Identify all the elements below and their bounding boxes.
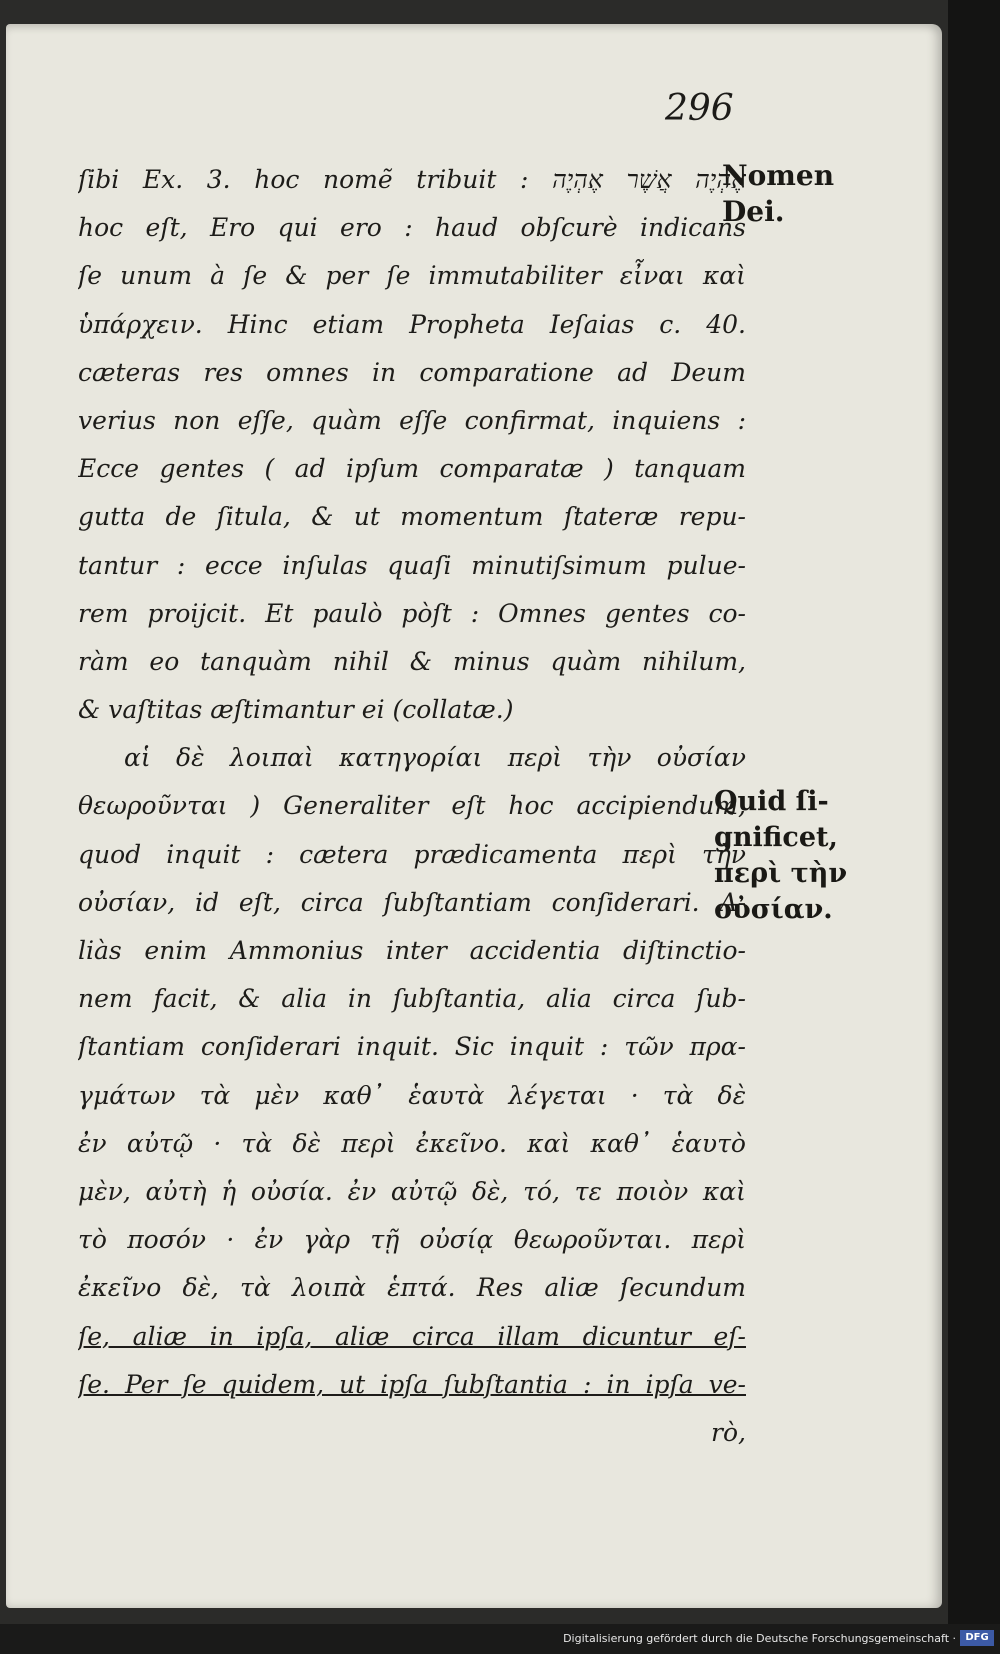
- text-line: quod inquit : cætera prædicamenta περὶ τὴν: [78, 839, 746, 869]
- text-line: ràm eo tanquàm nihil & minus quàm nihilum,: [78, 646, 746, 676]
- text-line-underlined: ſe. Per ſe quidem, ut ipſa ſubſtantia : in ipſa ve-: [78, 1369, 746, 1399]
- margin-note-line: Quid ſi-: [714, 786, 829, 817]
- dfg-logo: DFG: [960, 1630, 994, 1646]
- text-line: οὐσίαν, id eſt, circa ſubſtantiam conſiderari. A-: [78, 887, 746, 917]
- text-line: hoc eſt, Ero qui ero : haud obſcurè indicans: [78, 213, 746, 243]
- text-line: liàs enim Ammonius inter accidentia diſtinctio-: [78, 936, 746, 965]
- text-line: nem facit, & alia in ſubſtantia, alia circa ſub-: [78, 984, 746, 1014]
- text-line: rem proijcit. Et paulò pòſt : Omnes gentes co-: [78, 598, 746, 628]
- margin-note-line: περὶ τὴν: [714, 858, 848, 889]
- margin-note-line: οὐσίαν.: [714, 894, 833, 925]
- text-line: ſtantiam conſiderari inquit. Sic inquit : τῶν πρα-: [78, 1032, 746, 1062]
- text-line: tantur : ecce inſulas quaſi minutiſsimum pulue-: [78, 550, 746, 580]
- text-line: θεωροῦνται ) Generaliter eſt hoc accipiendum,: [78, 791, 746, 821]
- text-line: ſe unum à ſe & per ſe immutabiliter εἶναι καὶ: [78, 261, 746, 291]
- text-line: gutta de ſitula, & ut momentum ſtateræ repu-: [78, 502, 746, 532]
- catchword: rò,: [711, 1417, 746, 1447]
- text-line: μὲν, αὐτὴ ἡ οὐσία. ἐν αὐτῷ δὲ, τό, τε ποιὸν καὶ: [78, 1176, 746, 1206]
- text-line: γμάτων τὰ μὲν καθ᾽ ἑαυτὰ λέγεται · τὰ δὲ: [78, 1080, 746, 1110]
- funding-credit: Digitalisierung gefördert durch die Deutsche Forschungsgemeinschaft ·: [563, 1632, 956, 1645]
- text-line: ſibi Ex. 3. hoc nomẽ tribuit : אֶהְיֶה אֲשֶׁר אֶהְיֶה: [78, 165, 746, 194]
- scan-background-edge: [948, 0, 1000, 1654]
- page-number: 296: [665, 88, 734, 129]
- main-text-block: [78, 156, 746, 1457]
- margin-note-quid-significet: [714, 784, 847, 928]
- text-line: ἐκεῖνο δὲ, τὰ λοιπὰ ἑπτά. Res aliæ ſecundum: [78, 1273, 746, 1303]
- text-line: τὸ ποσόν · ἐν γὰρ τῇ οὐσίᾳ θεωροῦνται. περὶ: [78, 1225, 746, 1255]
- text-line: Ecce gentes ( ad ipſum comparatæ ) tanquam: [78, 454, 746, 484]
- margin-note-line: Dei.: [722, 195, 785, 228]
- text-line-underlined: ſe, aliæ in ipſa, aliæ circa illam dicuntur eſ-: [78, 1321, 746, 1351]
- text-line: ὑπάρχειν. Hinc etiam Propheta Ieſaias c. 40.: [78, 309, 746, 339]
- margin-note-nomen-dei: [722, 158, 834, 230]
- text-line: αἱ δὲ λοιπαὶ κατηγορίαι περὶ τὴν οὐσίαν: [124, 743, 746, 773]
- text-line: ἐν αὐτῷ · τὰ δὲ περὶ ἐκεῖνο. καὶ καθ᾽ ἑαυτὸ: [78, 1128, 746, 1158]
- margin-note-line: Nomen: [722, 159, 835, 192]
- text-line: & vaſtitas æſtimantur ei (collatæ.): [78, 695, 514, 725]
- margin-note-line: gnificet,: [714, 822, 838, 853]
- text-line: verius non eſſe, quàm eſſe confirmat, inquiens :: [78, 405, 746, 435]
- text-line: cæteras res omnes in comparatione ad Deum: [78, 357, 746, 387]
